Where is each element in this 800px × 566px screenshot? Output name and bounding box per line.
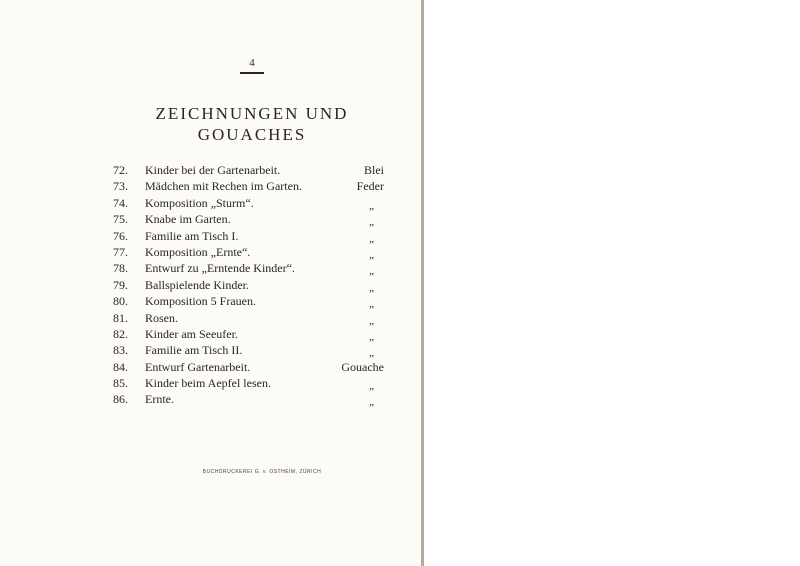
catalogue-entry <box>113 211 388 227</box>
entry-medium: „ <box>369 347 374 360</box>
entry-medium: „ <box>369 396 374 409</box>
entry-medium: Gouache <box>341 359 384 374</box>
entry-title: Ernte. <box>145 392 174 407</box>
catalogue-entry <box>113 326 388 342</box>
entry-number: 80. <box>113 294 128 309</box>
entry-number: 77. <box>113 244 128 259</box>
entry-title: Komposition „Sturm“. <box>145 195 254 210</box>
entry-number: 82. <box>113 326 128 341</box>
catalogue-entry <box>113 162 388 178</box>
entry-medium: „ <box>369 232 374 245</box>
entry-title: Familie am Tisch II. <box>145 343 243 358</box>
catalogue-entry <box>113 310 388 326</box>
entry-medium: Feder <box>356 179 384 194</box>
catalogue-entry <box>113 277 388 293</box>
entry-title: Entwurf Gartenarbeit. <box>145 359 251 374</box>
entry-number: 85. <box>113 376 128 391</box>
catalogue-entry <box>113 293 388 309</box>
section-heading-line-2: GOUACHES <box>197 125 307 144</box>
entry-number: 75. <box>113 212 128 227</box>
entry-number: 83. <box>113 343 128 358</box>
entry-medium: „ <box>369 380 374 393</box>
entry-number: 79. <box>113 277 128 292</box>
entry-title: Ballspielende Kinder. <box>145 277 249 292</box>
entry-title: Rosen. <box>145 310 178 325</box>
entry-number: 73. <box>113 179 128 194</box>
catalogue-entry <box>113 244 388 260</box>
entry-number: 76. <box>113 228 128 243</box>
catalogue-entry <box>113 375 388 391</box>
entry-medium: „ <box>369 265 374 278</box>
entry-title: Mädchen mit Rechen im Garten. <box>145 179 302 194</box>
entry-number: 78. <box>113 261 128 276</box>
entry-medium: „ <box>369 216 374 229</box>
catalogue-list <box>113 162 388 408</box>
entry-medium: „ <box>369 298 374 311</box>
entry-title: Kinder beim Aepfel lesen. <box>145 376 271 391</box>
entry-number: 84. <box>113 359 128 374</box>
entry-title: Kinder bei der Gartenarbeit. <box>145 163 281 177</box>
page-number: 4 <box>249 57 255 69</box>
right-page-blank <box>425 0 800 566</box>
catalogue-entry <box>113 260 388 276</box>
entry-medium: „ <box>369 199 374 212</box>
catalogue-entry <box>113 178 388 194</box>
entry-number: 86. <box>113 392 128 407</box>
entry-title: Komposition 5 Frauen. <box>145 294 256 309</box>
entry-medium: „ <box>369 330 374 343</box>
printer-imprint: BUCHDRUCKEREI G. v. OSTHEIM, ZÜRICH <box>202 469 322 475</box>
catalogue-entry <box>113 359 388 375</box>
page-number-underline <box>240 72 264 74</box>
entry-title: Komposition „Ernte“. <box>145 244 251 259</box>
entry-number: 72. <box>113 163 128 177</box>
entry-number: 74. <box>113 195 128 210</box>
catalogue-entry <box>113 228 388 244</box>
entry-medium: Blei <box>364 163 384 177</box>
entry-title: Kinder am Seeufer. <box>145 326 238 341</box>
catalogue-entry <box>113 195 388 211</box>
entry-title: Familie am Tisch I. <box>145 228 239 243</box>
entry-medium: „ <box>369 248 374 261</box>
catalogue-entry <box>113 342 388 358</box>
entry-medium: „ <box>369 281 374 294</box>
entry-number: 81. <box>113 310 128 325</box>
page-gutter <box>421 0 424 566</box>
catalogue-entry <box>113 391 388 407</box>
entry-medium: „ <box>369 314 374 327</box>
entry-title: Knabe im Garten. <box>145 212 231 227</box>
section-heading-line-1: ZEICHNUNGEN UND <box>155 104 349 123</box>
entry-title: Entwurf zu „Erntende Kinder“. <box>145 261 295 276</box>
